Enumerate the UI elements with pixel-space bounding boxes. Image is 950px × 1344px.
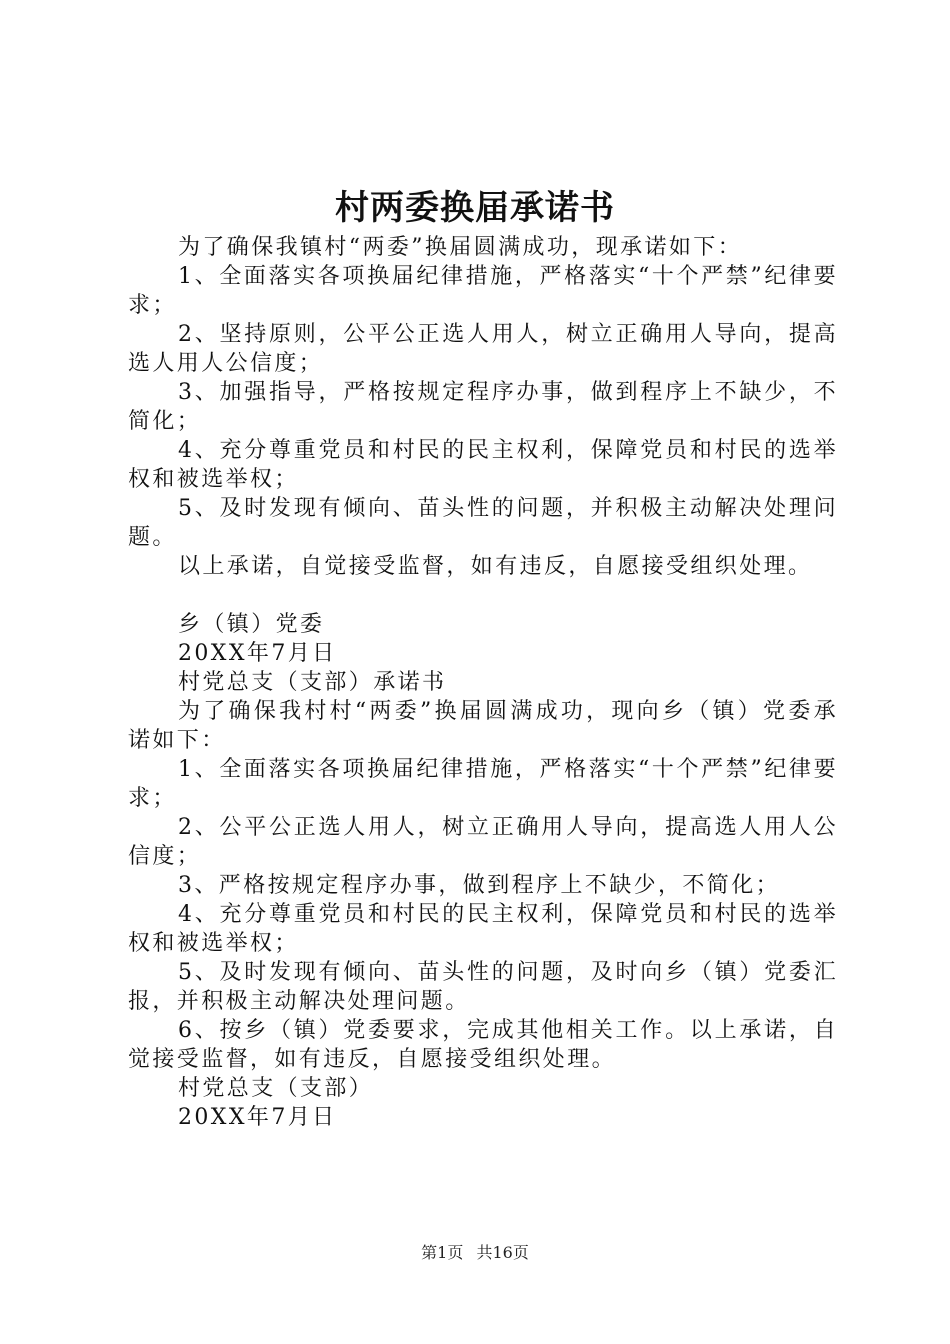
page-total: 共16页 — [476, 1243, 529, 1262]
section1-item-3: 3、加强指导，严格按规定程序办事，做到程序上不缺少，不简化； — [128, 380, 838, 434]
section1-item-2: 2、坚持原则，公平公正选人用人，树立正确用人导向，提高选人用人公信度； — [128, 322, 838, 376]
section2-item-3: 3、严格按规定程序办事，做到程序上不缺少，不简化； — [178, 873, 780, 898]
section2-item-2: 2、公平公正选人用人，树立正确用人导向，提高选人用人公信度； — [128, 815, 838, 869]
page-number: 第1页 — [421, 1243, 464, 1262]
section2-intro: 为了确保我村村“两委”换届圆满成功，现向乡（镇）党委承诺如下： — [128, 699, 838, 753]
section1-item-5: 5、及时发现有倾向、苗头性的问题，并积极主动解决处理问题。 — [128, 496, 838, 550]
section2-date: 20XX年7月日 — [178, 1105, 337, 1130]
section1-intro: 为了确保我镇村“两委”换届圆满成功，现承诺如下： — [178, 235, 743, 260]
section1-item-4: 4、充分尊重党员和村民的民主权利，保障党员和村民的选举权和被选举权； — [128, 438, 838, 492]
section2-item-4: 4、充分尊重党员和村民的民主权利，保障党员和村民的选举权和被选举权； — [128, 902, 838, 956]
blank-line — [128, 581, 838, 610]
section1-closing: 以上承诺，自觉接受监督，如有违反，自愿接受组织处理。 — [178, 554, 813, 579]
document-body — [128, 233, 838, 1132]
section2-item-1: 1、全面落实各项换届纪律措施，严格落实“十个严禁”纪律要求； — [128, 757, 838, 811]
section1-date: 20XX年7月日 — [178, 641, 337, 666]
section2-signatory: 村党总支（支部） — [178, 1076, 374, 1101]
section1-item-1: 1、全面落实各项换届纪律措施，严格落实“十个严禁”纪律要求； — [128, 264, 838, 318]
section2-item-6: 6、按乡（镇）党委要求，完成其他相关工作。以上承诺，自觉接受监督，如有违反，自愿接受组织处理。 — [128, 1018, 838, 1072]
section1-signatory: 乡（镇）党委 — [178, 612, 325, 637]
section2-heading: 村党总支（支部）承诺书 — [178, 670, 447, 695]
document-title: 村两委换届承诺书 — [335, 188, 615, 228]
page-footer — [0, 1241, 950, 1265]
section2-item-5: 5、及时发现有倾向、苗头性的问题，及时向乡（镇）党委汇报，并积极主动解决处理问题。 — [128, 960, 838, 1014]
